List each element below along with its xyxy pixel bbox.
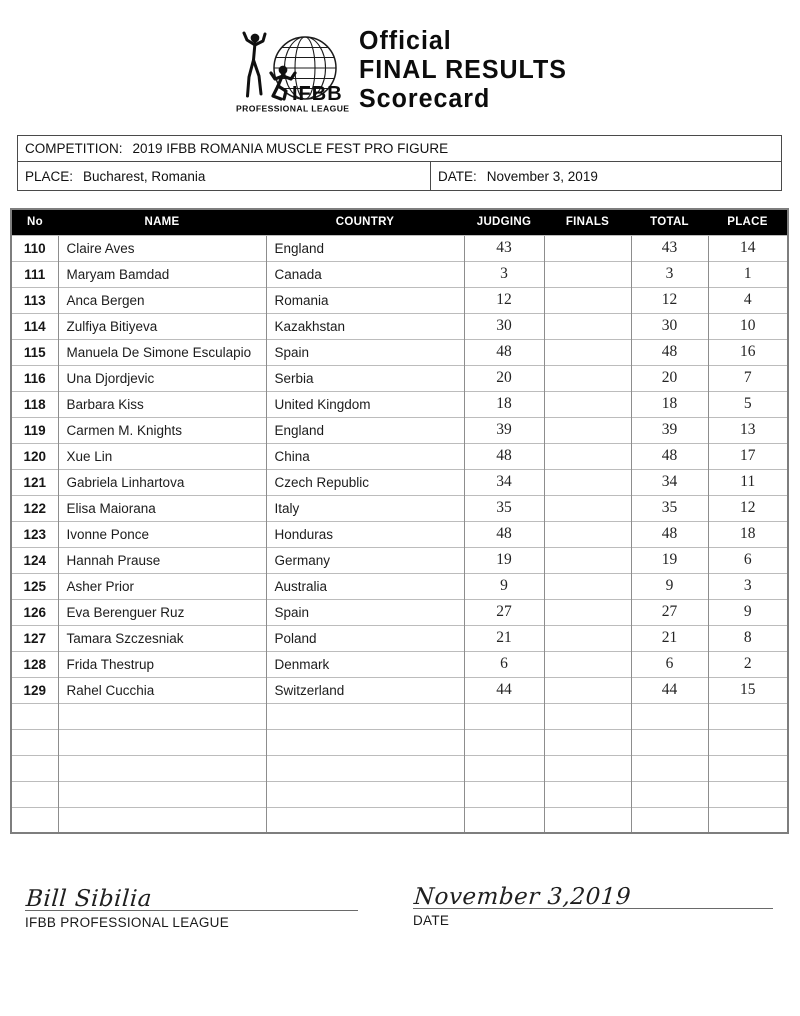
cell-no xyxy=(11,755,58,781)
ifbb-logo-graphic xyxy=(234,30,356,116)
cell-total xyxy=(631,729,708,755)
cell-country: Serbia xyxy=(266,365,464,391)
place-cell xyxy=(18,162,431,190)
cell-finals xyxy=(544,287,631,313)
ifbb-wordmark: IFBB xyxy=(292,83,343,105)
cell-name: Manuela De Simone Esculapio xyxy=(58,339,266,365)
results-table xyxy=(10,208,789,834)
cell-judging: 9 xyxy=(464,573,544,599)
date-signature-block xyxy=(413,884,773,928)
cell-name: Eva Berenguer Ruz xyxy=(58,599,266,625)
cell-name: Zulfiya Bitiyeva xyxy=(58,313,266,339)
cell-no: 113 xyxy=(11,287,58,313)
cell-judging xyxy=(464,755,544,781)
cell-no xyxy=(11,703,58,729)
cell-total: 39 xyxy=(631,417,708,443)
cell-no xyxy=(11,729,58,755)
cell-name: Una Djordjevic xyxy=(58,365,266,391)
cell-country: Poland xyxy=(266,625,464,651)
table-row-empty xyxy=(11,755,788,781)
cell-no xyxy=(11,807,58,833)
cell-country: Italy xyxy=(266,495,464,521)
cell-country xyxy=(266,755,464,781)
cell-place: 14 xyxy=(708,235,788,261)
cell-place: 12 xyxy=(708,495,788,521)
cell-place: 1 xyxy=(708,261,788,287)
table-row xyxy=(11,469,788,495)
cell-name: Maryam Bamdad xyxy=(58,261,266,287)
table-row xyxy=(11,677,788,703)
cell-finals xyxy=(544,807,631,833)
cell-place xyxy=(708,729,788,755)
table-row xyxy=(11,573,788,599)
cell-name: Barbara Kiss xyxy=(58,391,266,417)
table-row xyxy=(11,365,788,391)
cell-judging xyxy=(464,807,544,833)
cell-total xyxy=(631,807,708,833)
cell-place: 2 xyxy=(708,651,788,677)
cell-place: 8 xyxy=(708,625,788,651)
page-title xyxy=(359,27,567,114)
cell-country: England xyxy=(266,235,464,261)
cell-no: 115 xyxy=(11,339,58,365)
table-row xyxy=(11,313,788,339)
cell-total: 34 xyxy=(631,469,708,495)
cell-total: 30 xyxy=(631,313,708,339)
cell-no: 118 xyxy=(11,391,58,417)
cell-judging: 43 xyxy=(464,235,544,261)
cell-total xyxy=(631,781,708,807)
results-table-body xyxy=(11,235,788,833)
date-value: November 3, 2019 xyxy=(486,168,598,184)
table-row xyxy=(11,235,788,261)
cell-country: Romania xyxy=(266,287,464,313)
cell-country: Australia xyxy=(266,573,464,599)
cell-country xyxy=(266,781,464,807)
place-label: PLACE: xyxy=(25,168,74,184)
cell-place: 18 xyxy=(708,521,788,547)
table-row xyxy=(11,339,788,365)
cell-place: 3 xyxy=(708,573,788,599)
cell-no: 121 xyxy=(11,469,58,495)
cell-country: Honduras xyxy=(266,521,464,547)
cell-country: Germany xyxy=(266,547,464,573)
cell-place: 9 xyxy=(708,599,788,625)
cell-finals xyxy=(544,313,631,339)
cell-finals xyxy=(544,651,631,677)
competition-value: 2019 IFBB ROMANIA MUSCLE FEST PRO FIGURE xyxy=(132,141,449,156)
table-row xyxy=(11,391,788,417)
cell-place: 17 xyxy=(708,443,788,469)
cell-country xyxy=(266,729,464,755)
table-row xyxy=(11,287,788,313)
cell-finals xyxy=(544,261,631,287)
cell-place: 6 xyxy=(708,547,788,573)
date-footer-label: DATE xyxy=(413,913,450,928)
cell-total: 48 xyxy=(631,339,708,365)
cell-total xyxy=(631,755,708,781)
cell-country: Switzerland xyxy=(266,677,464,703)
cell-no: 120 xyxy=(11,443,58,469)
cell-no: 124 xyxy=(11,547,58,573)
table-row xyxy=(11,625,788,651)
cell-name: Elisa Maiorana xyxy=(58,495,266,521)
cell-no xyxy=(11,781,58,807)
cell-name xyxy=(58,729,266,755)
cell-judging: 35 xyxy=(464,495,544,521)
cell-total: 18 xyxy=(631,391,708,417)
cell-total: 48 xyxy=(631,443,708,469)
cell-name: Claire Aves xyxy=(58,235,266,261)
cell-judging: 48 xyxy=(464,521,544,547)
competition-info-box xyxy=(17,135,782,191)
cell-finals xyxy=(544,521,631,547)
cell-finals xyxy=(544,443,631,469)
cell-name: Hannah Prause xyxy=(58,547,266,573)
cell-judging xyxy=(464,703,544,729)
cell-judging: 44 xyxy=(464,677,544,703)
cell-total: 21 xyxy=(631,625,708,651)
cell-judging: 48 xyxy=(464,339,544,365)
cell-judging: 30 xyxy=(464,313,544,339)
cell-total: 48 xyxy=(631,521,708,547)
female-figure-icon xyxy=(244,33,265,96)
cell-total: 27 xyxy=(631,599,708,625)
cell-finals xyxy=(544,339,631,365)
cell-name: Ivonne Ponce xyxy=(58,521,266,547)
title-line-official: Official xyxy=(359,26,452,56)
cell-judging: 27 xyxy=(464,599,544,625)
table-row xyxy=(11,547,788,573)
column-header-judging: JUDGING xyxy=(464,209,544,235)
cell-no: 127 xyxy=(11,625,58,651)
table-row xyxy=(11,599,788,625)
cell-no: 116 xyxy=(11,365,58,391)
cell-name xyxy=(58,755,266,781)
competition-label: COMPETITION: xyxy=(25,141,123,156)
cell-name xyxy=(58,807,266,833)
cell-judging: 12 xyxy=(464,287,544,313)
cell-judging: 18 xyxy=(464,391,544,417)
cell-total: 20 xyxy=(631,365,708,391)
table-row-empty xyxy=(11,729,788,755)
cell-total: 12 xyxy=(631,287,708,313)
competition-row xyxy=(18,136,781,162)
cell-finals xyxy=(544,469,631,495)
cell-country: Kazakhstan xyxy=(266,313,464,339)
cell-place xyxy=(708,781,788,807)
official-signature-block xyxy=(25,886,358,930)
cell-finals xyxy=(544,547,631,573)
cell-judging: 48 xyxy=(464,443,544,469)
cell-judging: 34 xyxy=(464,469,544,495)
table-header-row xyxy=(11,209,788,235)
cell-total: 6 xyxy=(631,651,708,677)
cell-name: Gabriela Linhartova xyxy=(58,469,266,495)
cell-place: 15 xyxy=(708,677,788,703)
cell-country: Spain xyxy=(266,339,464,365)
league-wordmark: PROFESSIONAL LEAGUE xyxy=(236,103,350,114)
cell-finals xyxy=(544,677,631,703)
cell-finals xyxy=(544,599,631,625)
cell-no: 129 xyxy=(11,677,58,703)
column-header-finals: FINALS xyxy=(544,209,631,235)
table-row xyxy=(11,417,788,443)
cell-country: United Kingdom xyxy=(266,391,464,417)
cell-judging: 3 xyxy=(464,261,544,287)
cell-country: Canada xyxy=(266,261,464,287)
cell-place: 7 xyxy=(708,365,788,391)
cell-place: 10 xyxy=(708,313,788,339)
table-row xyxy=(11,443,788,469)
cell-finals xyxy=(544,729,631,755)
table-row xyxy=(11,651,788,677)
column-header-name: NAME xyxy=(58,209,266,235)
cell-total: 43 xyxy=(631,235,708,261)
cell-no: 125 xyxy=(11,573,58,599)
cell-no: 110 xyxy=(11,235,58,261)
cell-judging: 21 xyxy=(464,625,544,651)
column-header-no: No xyxy=(11,209,58,235)
cell-no: 123 xyxy=(11,521,58,547)
table-row xyxy=(11,521,788,547)
date-label: DATE: xyxy=(438,168,477,184)
cell-name: Rahel Cucchia xyxy=(58,677,266,703)
cell-place: 4 xyxy=(708,287,788,313)
cell-place xyxy=(708,703,788,729)
cell-name xyxy=(58,703,266,729)
table-row-empty xyxy=(11,703,788,729)
cell-judging: 6 xyxy=(464,651,544,677)
cell-name: Xue Lin xyxy=(58,443,266,469)
cell-finals xyxy=(544,755,631,781)
cell-country: Spain xyxy=(266,599,464,625)
cell-total: 9 xyxy=(631,573,708,599)
cell-no: 126 xyxy=(11,599,58,625)
cell-finals xyxy=(544,625,631,651)
cell-place xyxy=(708,807,788,833)
cell-judging: 19 xyxy=(464,547,544,573)
cell-country: England xyxy=(266,417,464,443)
cell-finals xyxy=(544,573,631,599)
cell-judging xyxy=(464,781,544,807)
cell-name: Tamara Szczesniak xyxy=(58,625,266,651)
column-header-country: COUNTRY xyxy=(266,209,464,235)
cell-no: 119 xyxy=(11,417,58,443)
cell-judging: 20 xyxy=(464,365,544,391)
cell-finals xyxy=(544,781,631,807)
cell-total xyxy=(631,703,708,729)
table-row-empty xyxy=(11,807,788,833)
cell-finals xyxy=(544,235,631,261)
cell-no: 114 xyxy=(11,313,58,339)
cell-total: 35 xyxy=(631,495,708,521)
cell-name: Carmen M. Knights xyxy=(58,417,266,443)
cell-country: Denmark xyxy=(266,651,464,677)
cell-place: 11 xyxy=(708,469,788,495)
cell-finals xyxy=(544,703,631,729)
cell-name: Asher Prior xyxy=(58,573,266,599)
table-row-empty xyxy=(11,781,788,807)
cell-finals xyxy=(544,417,631,443)
cell-place xyxy=(708,755,788,781)
cell-judging xyxy=(464,729,544,755)
cell-name: Frida Thestrup xyxy=(58,651,266,677)
signature-date: November 3,2019 xyxy=(413,884,632,910)
cell-no: 122 xyxy=(11,495,58,521)
title-line-scorecard: Scorecard xyxy=(359,84,491,114)
place-value: Bucharest, Romania xyxy=(83,168,206,184)
cell-name xyxy=(58,781,266,807)
cell-total: 19 xyxy=(631,547,708,573)
cell-place: 16 xyxy=(708,339,788,365)
column-header-total: TOTAL xyxy=(631,209,708,235)
ifbb-logo xyxy=(234,30,356,116)
column-header-place: PLACE xyxy=(708,209,788,235)
cell-total: 3 xyxy=(631,261,708,287)
signature-name: Bill Sibilia xyxy=(25,886,153,912)
cell-judging: 39 xyxy=(464,417,544,443)
cell-country xyxy=(266,703,464,729)
table-row xyxy=(11,261,788,287)
title-line-final-results: FINAL RESULTS xyxy=(359,55,567,85)
cell-no: 111 xyxy=(11,261,58,287)
cell-no: 128 xyxy=(11,651,58,677)
cell-finals xyxy=(544,365,631,391)
cell-country xyxy=(266,807,464,833)
place-date-row xyxy=(18,162,781,190)
cell-place: 13 xyxy=(708,417,788,443)
cell-country: China xyxy=(266,443,464,469)
cell-total: 44 xyxy=(631,677,708,703)
cell-name: Anca Bergen xyxy=(58,287,266,313)
cell-finals xyxy=(544,391,631,417)
cell-place: 5 xyxy=(708,391,788,417)
cell-finals xyxy=(544,495,631,521)
signature-org-label: IFBB PROFESSIONAL LEAGUE xyxy=(25,915,230,930)
date-cell xyxy=(431,162,781,190)
cell-country: Czech Republic xyxy=(266,469,464,495)
table-row xyxy=(11,495,788,521)
